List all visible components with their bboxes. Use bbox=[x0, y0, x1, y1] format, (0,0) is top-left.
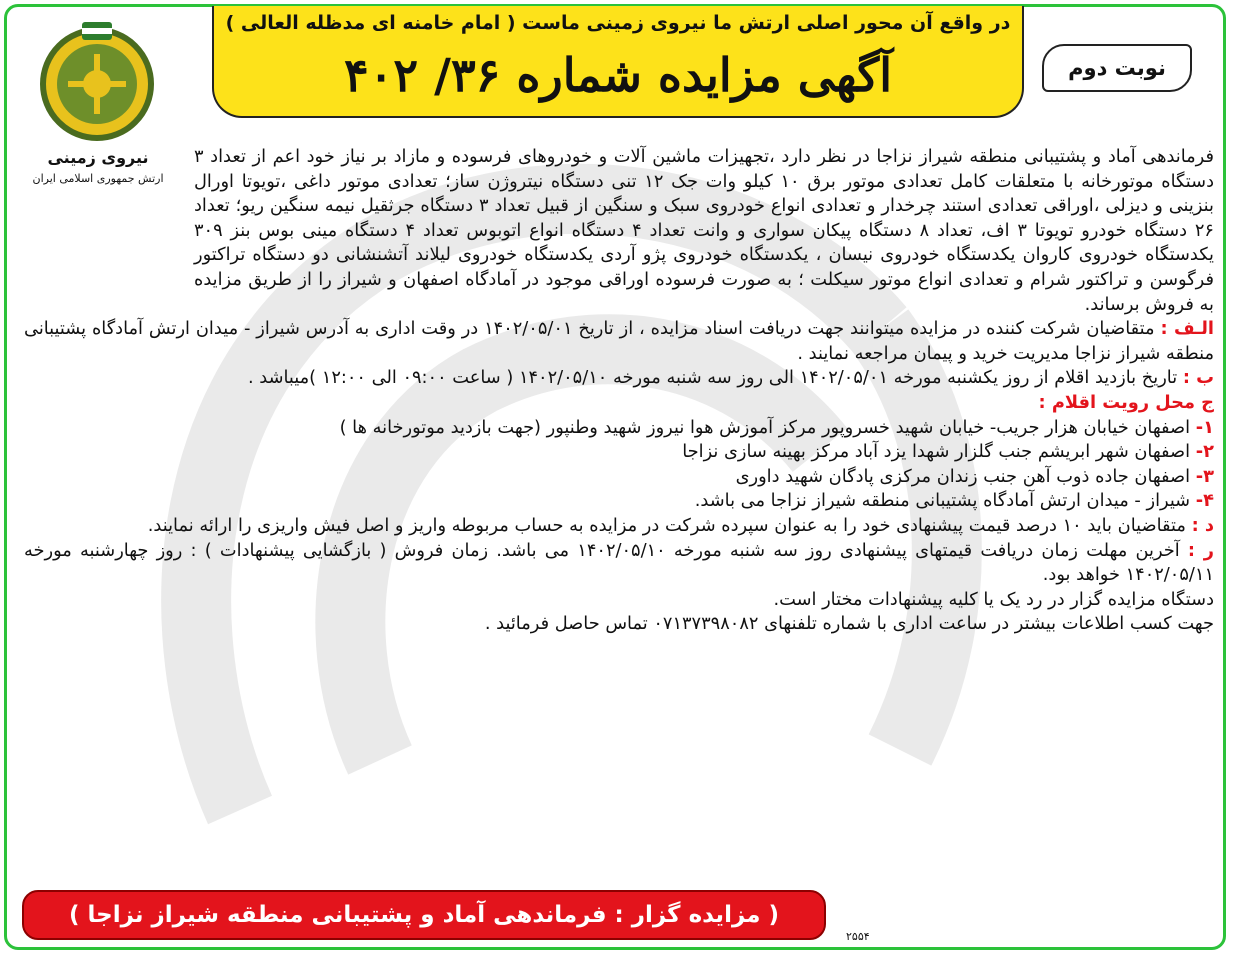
header-title: آگهی مزایده شماره ۳۶/ ۴۰۲ bbox=[344, 48, 892, 102]
clause-dal-text: متقاضیان باید ۱۰ درصد قیمت پیشنهادی خود را به عنوان سپرده شرکت در مزایده به حساب مربوطه واریز و اصل فیش واریزی را ارائه نمایند. bbox=[147, 514, 1186, 536]
location-text: اصفهان خیابان هزار جریب- خیابان شهید خسروپور مرکز آموزش هوا نیروز شهید وطنپور (جهت بازدید موتورخانه ها ) bbox=[339, 416, 1191, 438]
round-badge: نوبت دوم bbox=[1042, 44, 1192, 92]
location-item bbox=[24, 440, 1214, 465]
location-number: ۱- bbox=[1195, 416, 1214, 438]
emblem-name: نیروی زمینی bbox=[47, 148, 149, 167]
location-item bbox=[24, 416, 1214, 441]
clause-be-label: ب : bbox=[1182, 367, 1214, 389]
location-item bbox=[24, 489, 1214, 514]
organizer-footer: ( مزایده گزار : فرماندهی آماد و پشتیبانی منطقه شیراز نزاجا ) bbox=[22, 890, 826, 940]
clause-jim-header: ج محل رویت اقلام : bbox=[1038, 391, 1214, 413]
emblem-subtitle: ارتش جمهوری اسلامی ایران bbox=[32, 172, 164, 185]
ad-code: ۲۵۵۴ bbox=[846, 930, 870, 943]
army-emblem-icon bbox=[38, 18, 156, 148]
location-text: اصفهان شهر ابریشم جنب گلزار شهدا یزد آباد مرکز بهینه سازی نزاجا bbox=[682, 441, 1191, 463]
notice-body bbox=[24, 145, 1214, 637]
contact-info: جهت کسب اطلاعات بیشتر در ساعت اداری با شماره تلفنهای ۰۷۱۳۷۳۹۸۰۸۲ تماس حاصل فرمائید . bbox=[484, 613, 1214, 635]
clause-alef-label: الـف : bbox=[1160, 318, 1215, 340]
location-number: ۴- bbox=[1195, 490, 1214, 512]
clause-re bbox=[24, 539, 1214, 588]
location-text: اصفهان جاده ذوب آهن جنب زندان مرکزی پادگان شهید داوری bbox=[735, 465, 1191, 487]
location-text: شیراز - میدان ارتش آمادگاه پشتیبانی منطقه شیراز نزاجا می باشد. bbox=[694, 490, 1191, 512]
clause-alef-text: متقاضیان شرکت کننده در مزایده میتوانند جهت دریافت اسناد مزایده ، از تاریخ ۱۴۰۲/۰۵/۰۱ در وقت اداری به آدرس شیراز - میدان ارتش آمادگاه پشتیبانی منطقه شیراز نزاجا مدیریت خرید و پیمان مراجعه نمایند . bbox=[24, 318, 1214, 364]
clause-be bbox=[24, 366, 1214, 391]
location-number: ۲- bbox=[1195, 441, 1214, 463]
location-number: ۳- bbox=[1195, 465, 1214, 487]
clause-dal bbox=[24, 514, 1214, 539]
location-item bbox=[24, 465, 1214, 490]
intro-paragraph: فرماندهی آماد و پشتیبانی منطقه شیراز نزاجا در نظر دارد ،تجهیزات ماشین آلات و خودروهای فرسوده و مازاد بر نیاز خود اعم از تعداد ۳ دستگاه موتورخانه با متعلقات کامل تعدادی موتور برق ۱۰ کیلو وات جک ۱۲ تنی دستگاه نیتروژن ساز؛ تعدادی موتور داغی ،تویوتا اورال بنزینی و دیزلی ،اوراقی تعدادی استند چرخدار و تعدادی انواع خودروی سبک و سنگین از قبیل تعداد ۳ دستگاه جرثقیل نیمه سنگین ریو؛ تعداد ۲۶ دستگاه خودرو تویوتا ۳ اف، تعداد ۸ دستگاه پیکان سواری و وانت تعداد ۴ دستگاه انواع اتوبوس تعداد ۴ دستگاه مینی بوس بنز ۳۰۹ یکدستگاه خودروی کاروان یکدستگاه خودروی نیسان ، یکدستگاه خودروی پژو آردی یکدستگاه خودروی لیلاند آتشنشانی دو دستگاه تراکتور فرگوسن و تراکتور شرام و تعدادی انواع موتور سیکلت ؛ به صورت فرسوده اوراقی موجود در آمادگاه اصفهان و شیراز را از طریق مزایده به فروش برساند. bbox=[194, 146, 1214, 315]
header-subtitle: در واقع آن محور اصلی ارتش ما نیروی زمینی ماست ( امام خامنه ای مدظله العالی ) bbox=[225, 12, 1011, 34]
clause-re-text: آخرین مهلت زمان دریافت قیمتهای پیشنهادی روز سه شنبه مورخه ۱۴۰۲/۰۵/۱۰ می باشد. زمان فروش ( بازگشایی پیشنهادات ) : روز چهارشنبه مورخه ۱۴۰۲/۰۵/۱۱ خواهد بود. bbox=[24, 539, 1214, 586]
clause-dal-label: د : bbox=[1191, 514, 1214, 536]
clause-re-label: ر : bbox=[1187, 539, 1214, 561]
header-banner bbox=[212, 6, 1024, 118]
clause-alef bbox=[24, 317, 1214, 366]
clause-be-text: تاریخ بازدید اقلام از روز یکشنبه مورخه ۱۴۰۲/۰۵/۰۱ الی روز سه شنبه مورخه ۱۴۰۲/۰۵/۱۰ ( ساعت ۰۹:۰۰ الی ۱۲:۰۰ )میباشد . bbox=[247, 367, 1178, 389]
rights-statement: دستگاه مزایده گزار در رد یک یا کلیه پیشنهادات مختار است. bbox=[773, 588, 1214, 610]
